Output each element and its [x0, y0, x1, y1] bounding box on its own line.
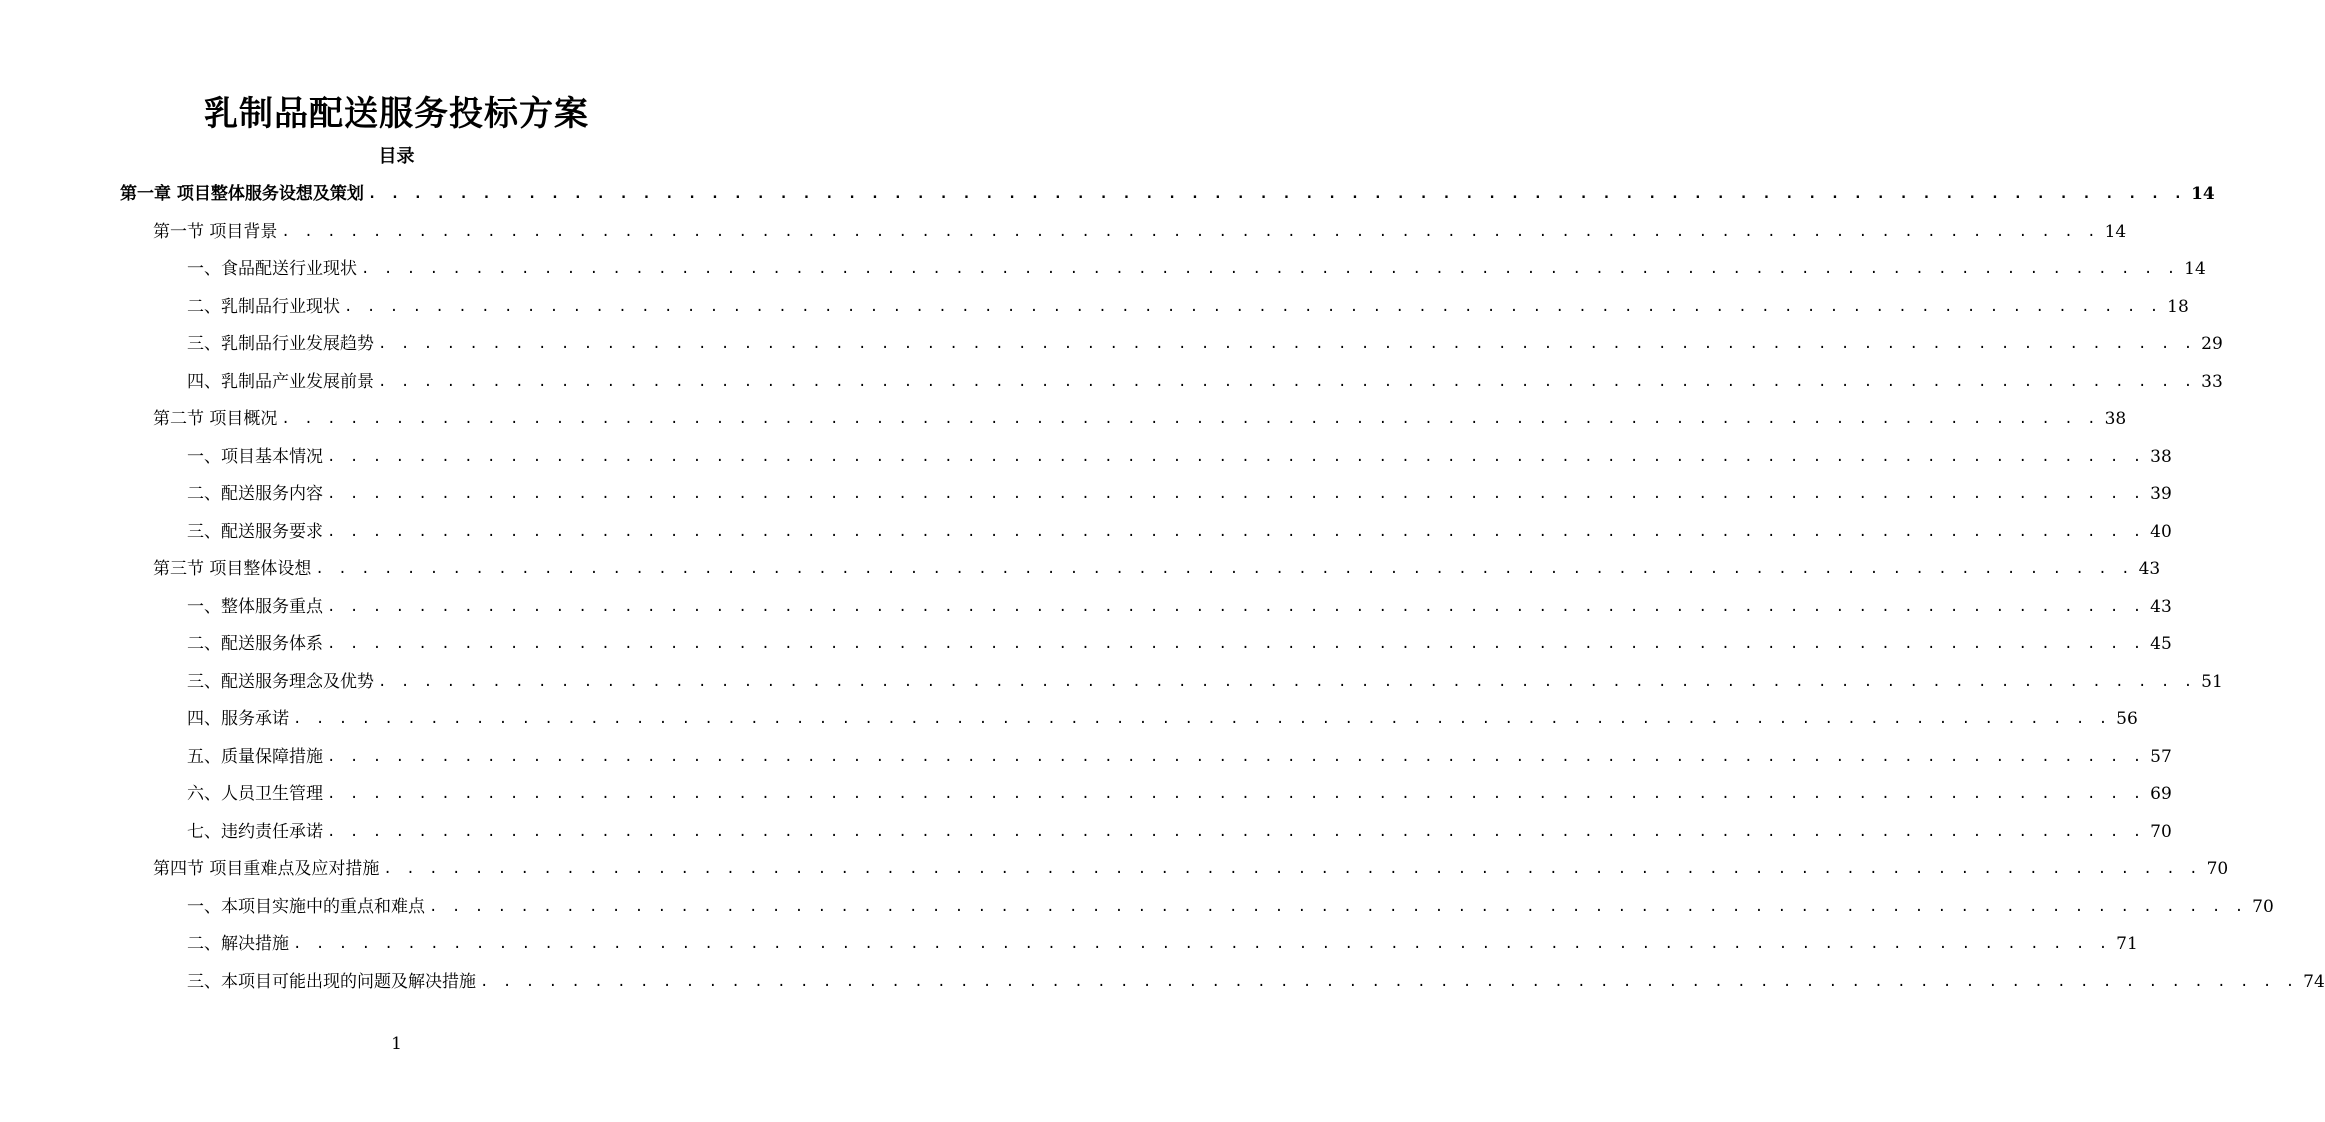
toc-dot-leader: . . . . . . . . . . . . . . . . . . . . . . . . . . . . . . . . . . . . . . . . . . . . . . . . . . . . . . . . . . . . . . . . . . . . . . . . . . . . . . . . [281, 223, 2099, 240]
toc-entry-item[interactable] [187, 475, 2172, 513]
toc-entry-item[interactable] [187, 513, 2172, 551]
toc-entry-item[interactable] [187, 325, 2223, 363]
toc-entry-item[interactable] [187, 663, 2223, 701]
toc-dot-leader: . . . . . . . . . . . . . . . . . . . . . . . . . . . . . . . . . . . . . . . . . . . . . . . . . . . . . . . . . . . . . . . . . . . . . . . . . . . . . . . . [327, 486, 2145, 502]
toc-dot-leader: . . . . . . . . . . . . . . . . . . . . . . . . . . . . . . . . . . . . . . . . . . . . . . . . . . . . . . . . . . . . . . . . . . . . . . . . . . . . . . . . [378, 373, 2196, 390]
toc-entry-label: 四、乳制品产业发展前景 [187, 371, 374, 392]
document-title: 乳制品配送服务投标方案 [204, 94, 589, 134]
toc-entry-section[interactable] [153, 213, 2127, 251]
toc-entry-chapter[interactable] [120, 175, 2215, 213]
toc-dot-leader: . . . . . . . . . . . . . . . . . . . . . . . . . . . . . . . . . . . . . . . . . . . . . . . . . . . . . . . . . . . . . . . . . . . . . . . . . . . . . . . . [327, 786, 2145, 802]
toc-entry-page: 51 [2201, 671, 2223, 692]
toc-dot-leader: . . . . . . . . . . . . . . . . . . . . . . . . . . . . . . . . . . . . . . . . . . . . . . . . . . . . . . . . . . . . . . . . . . . . . . . . . . . . . . . . [327, 823, 2145, 840]
toc-entry-label: 第四节 项目重难点及应对措施 [153, 859, 380, 879]
toc-entry-label: 三、配送服务理念及优势 [187, 671, 374, 692]
toc-entry-label: 三、乳制品行业发展趋势 [187, 334, 374, 354]
toc-entry-label: 一、本项目实施中的重点和难点 [187, 896, 425, 917]
toc-entry-page: 71 [2116, 934, 2138, 954]
toc-entry-label: 一、整体服务重点 [187, 596, 323, 617]
toc-entry-item[interactable] [187, 250, 2206, 288]
toc-entry-item[interactable] [187, 288, 2189, 326]
toc-entry-label: 三、配送服务要求 [187, 521, 323, 542]
toc-dot-leader: . . . . . . . . . . . . . . . . . . . . . . . . . . . . . . . . . . . . . . . . . . . . . . . . . . . . . . . . . . . . . . . . . . . . . . . . . . . . . . . . [344, 298, 2162, 315]
toc-dot-leader: . . . . . . . . . . . . . . . . . . . . . . . . . . . . . . . . . . . . . . . . . . . . . . . . . . . . . . . . . . . . . . . . . . . . . . . . . . . . . . . . [327, 636, 2145, 652]
toc-entry-page: 29 [2201, 334, 2223, 354]
toc-dot-leader: . . . . . . . . . . . . . . . . . . . . . . . . . . . . . . . . . . . . . . . . . . . . . . . . . . . . . . . . . . . . . . . . . . . . . . . . . . . . . . . . [367, 186, 2186, 202]
toc-entry-label: 四、服务承诺 [187, 709, 289, 729]
toc-dot-leader: . . . . . . . . . . . . . . . . . . . . . . . . . . . . . . . . . . . . . . . . . . . . . . . . . . . . . . . . . . . . . . . . . . . . . . . . . . . . . . . . [361, 261, 2179, 277]
toc-entry-item[interactable] [187, 813, 2172, 851]
toc-dot-leader: . . . . . . . . . . . . . . . . . . . . . . . . . . . . . . . . . . . . . . . . . . . . . . . . . . . . . . . . . . . . . . . . . . . . . . . . . . . . . . . . [327, 448, 2145, 465]
toc-entry-page: 38 [2104, 409, 2127, 429]
toc-entry-label: 第一节 项目背景 [153, 221, 278, 242]
toc-dot-leader: . . . . . . . . . . . . . . . . . . . . . . . . . . . . . . . . . . . . . . . . . . . . . . . . . . . . . . . . . . . . . . . . . . . . . . . . . . . . . . . . [327, 748, 2145, 765]
toc-entry-label: 一、食品配送行业现状 [187, 259, 357, 279]
toc-entry-page: 40 [2150, 521, 2172, 542]
page-number: 1 [391, 1034, 402, 1054]
toc-entry-page: 33 [2201, 371, 2223, 392]
toc-entry-item[interactable] [187, 775, 2172, 813]
toc-dot-leader: . . . . . . . . . . . . . . . . . . . . . . . . . . . . . . . . . . . . . . . . . . . . . . . . . . . . . . . . . . . . . . . . . . . . . . . . . . . . . . . . [281, 411, 2099, 427]
toc-entry-page: 39 [2150, 484, 2172, 504]
toc-entry-page: 14 [2104, 221, 2127, 242]
toc-entry-item[interactable] [187, 363, 2223, 401]
toc-entry-section[interactable] [153, 550, 2161, 588]
toc-entry-label: 第二节 项目概况 [153, 409, 278, 429]
toc-entry-item[interactable] [187, 738, 2172, 776]
toc-dot-leader: . . . . . . . . . . . . . . . . . . . . . . . . . . . . . . . . . . . . . . . . . . . . . . . . . . . . . . . . . . . . . . . . . . . . . . . . . . . . . . . . [383, 861, 2201, 877]
toc-entry-section[interactable] [153, 850, 2229, 888]
toc-entry-page: 45 [2150, 634, 2172, 654]
toc-dot-leader: . . . . . . . . . . . . . . . . . . . . . . . . . . . . . . . . . . . . . . . . . . . . . . . . . . . . . . . . . . . . . . . . . . . . . . . . . . . . . . . . [480, 973, 2298, 990]
toc-entry-item[interactable] [187, 588, 2172, 626]
toc-entry-label: 二、乳制品行业现状 [187, 296, 340, 317]
toc-dot-leader: . . . . . . . . . . . . . . . . . . . . . . . . . . . . . . . . . . . . . . . . . . . . . . . . . . . . . . . . . . . . . . . . . . . . . . . . . . . . . . . . [315, 561, 2133, 577]
toc-entry-item[interactable] [187, 625, 2172, 663]
toc-entry-page: 18 [2167, 296, 2189, 317]
toc-entry-page: 69 [2150, 784, 2172, 804]
toc-entry-label: 第一章 项目整体服务设想及策划 [120, 184, 364, 204]
toc-dot-leader: . . . . . . . . . . . . . . . . . . . . . . . . . . . . . . . . . . . . . . . . . . . . . . . . . . . . . . . . . . . . . . . . . . . . . . . . . . . . . . . . [378, 336, 2196, 352]
toc-dot-leader: . . . . . . . . . . . . . . . . . . . . . . . . . . . . . . . . . . . . . . . . . . . . . . . . . . . . . . . . . . . . . . . . . . . . . . . . . . . . . . . . [293, 711, 2111, 727]
toc-entry-page: 70 [2252, 896, 2274, 917]
toc-entry-label: 五、质量保障措施 [187, 746, 323, 767]
toc-entry-label: 三、本项目可能出现的问题及解决措施 [187, 971, 476, 992]
toc-dot-leader: . . . . . . . . . . . . . . . . . . . . . . . . . . . . . . . . . . . . . . . . . . . . . . . . . . . . . . . . . . . . . . . . . . . . . . . . . . . . . . . . [429, 898, 2247, 915]
toc-entry-label: 一、项目基本情况 [187, 446, 323, 467]
toc-entry-item[interactable] [187, 888, 2274, 926]
toc-entry-page: 14 [2191, 184, 2215, 204]
toc-entry-page: 70 [2150, 821, 2172, 842]
toc-entry-section[interactable] [153, 400, 2127, 438]
toc-heading: 目录 [378, 146, 415, 167]
toc-dot-leader: . . . . . . . . . . . . . . . . . . . . . . . . . . . . . . . . . . . . . . . . . . . . . . . . . . . . . . . . . . . . . . . . . . . . . . . . . . . . . . . . [327, 598, 2145, 615]
toc-entry-page: 70 [2206, 859, 2229, 879]
toc-entry-label: 二、配送服务体系 [187, 634, 323, 654]
toc-entry-page: 43 [2150, 596, 2172, 617]
toc-dot-leader: . . . . . . . . . . . . . . . . . . . . . . . . . . . . . . . . . . . . . . . . . . . . . . . . . . . . . . . . . . . . . . . . . . . . . . . . . . . . . . . . [293, 936, 2111, 952]
toc-entry-page: 56 [2116, 709, 2138, 729]
toc-entry-label: 七、违约责任承诺 [187, 821, 323, 842]
toc-entry-label: 二、配送服务内容 [187, 484, 323, 504]
toc-dot-leader: . . . . . . . . . . . . . . . . . . . . . . . . . . . . . . . . . . . . . . . . . . . . . . . . . . . . . . . . . . . . . . . . . . . . . . . . . . . . . . . . [327, 523, 2145, 540]
toc-entry-page: 74 [2303, 971, 2325, 992]
toc-dot-leader: . . . . . . . . . . . . . . . . . . . . . . . . . . . . . . . . . . . . . . . . . . . . . . . . . . . . . . . . . . . . . . . . . . . . . . . . . . . . . . . . [378, 673, 2196, 690]
toc-entry-item[interactable] [187, 438, 2172, 476]
toc-entry-page: 57 [2150, 746, 2172, 767]
toc-entry-page: 14 [2184, 259, 2206, 279]
toc-entry-label: 六、人员卫生管理 [187, 784, 323, 804]
toc-entry-item[interactable] [187, 700, 2138, 738]
toc-entry-page: 43 [2138, 559, 2161, 579]
toc-entry-page: 38 [2150, 446, 2172, 467]
toc-entry-label: 二、解决措施 [187, 934, 289, 954]
toc-entry-label: 第三节 项目整体设想 [153, 559, 312, 579]
toc-entry-item[interactable] [187, 925, 2138, 963]
toc-entry-item[interactable] [187, 963, 2325, 1001]
